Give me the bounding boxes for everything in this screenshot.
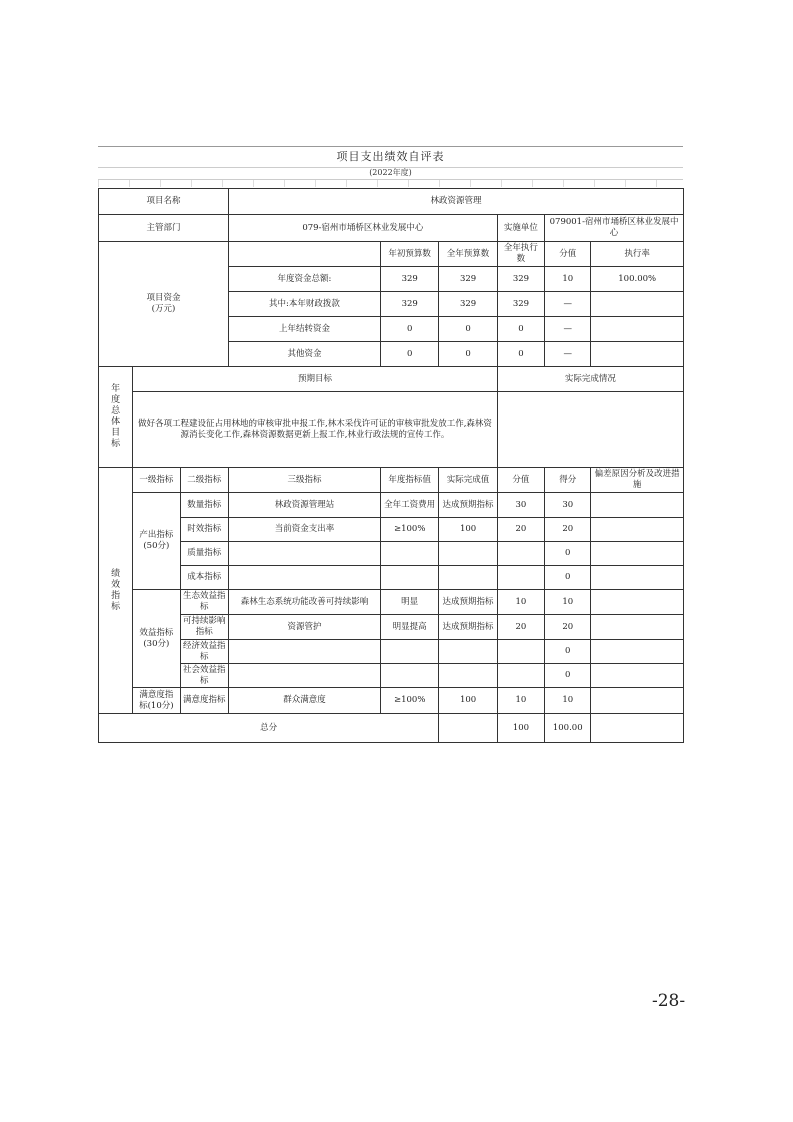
dept-label: 主管部门 bbox=[99, 215, 229, 242]
note-cell bbox=[591, 493, 684, 518]
got-cell: 20 bbox=[545, 615, 591, 640]
goals-actual-label: 实际完成情况 bbox=[497, 367, 683, 392]
indicator-header: 得分 bbox=[545, 468, 591, 493]
l2-cell: 经济效益指标 bbox=[180, 640, 228, 664]
indicator-row bbox=[99, 615, 684, 640]
l3-cell: 林政资源管理站 bbox=[228, 493, 380, 518]
project-name-label: 项目名称 bbox=[99, 189, 229, 215]
indicators-side-label: 绩 效 指 标 bbox=[99, 468, 133, 714]
group-label-benefit: 效益指标 (30分) bbox=[133, 590, 180, 688]
indicator-row bbox=[99, 566, 684, 590]
l2-cell: 时效指标 bbox=[180, 518, 228, 542]
target-cell: 明显提高 bbox=[381, 615, 439, 640]
funds-header: 执行率 bbox=[591, 242, 684, 267]
goals-actual-text bbox=[497, 392, 683, 468]
indicator-row bbox=[99, 688, 684, 714]
indicator-row bbox=[99, 542, 684, 566]
score-cell: 20 bbox=[497, 615, 544, 640]
goals-side-label: 年 度 总 体 目 标 bbox=[99, 367, 133, 468]
funds-cell: 329 bbox=[381, 267, 439, 292]
project-name-value: 林政资源管理 bbox=[228, 189, 683, 215]
page-number: -28- bbox=[652, 991, 686, 1011]
indicator-header-row bbox=[99, 468, 684, 493]
got-cell: 0 bbox=[545, 664, 591, 688]
funds-header-row bbox=[99, 242, 684, 267]
funds-cell bbox=[591, 342, 684, 367]
funds-header-blank bbox=[228, 242, 380, 267]
actual-cell bbox=[439, 542, 497, 566]
l2-cell: 可持续影响指标 bbox=[180, 615, 228, 640]
form-year: (2022年度) bbox=[98, 167, 683, 180]
actual-cell: 达成预期指标 bbox=[439, 493, 497, 518]
indicator-row bbox=[99, 590, 684, 615]
l3-cell: 森林生态系统功能改善可持续影响 bbox=[228, 590, 380, 615]
got-cell: 20 bbox=[545, 518, 591, 542]
got-cell: 10 bbox=[545, 590, 591, 615]
l3-cell bbox=[228, 566, 380, 590]
total-note bbox=[591, 714, 684, 743]
funds-cell: 0 bbox=[381, 317, 439, 342]
funds-label: 项目资金 (万元) bbox=[99, 242, 229, 367]
score-cell: 20 bbox=[497, 518, 544, 542]
goals-content-row bbox=[99, 392, 684, 468]
funds-row-label: 其中:本年财政拨款 bbox=[228, 292, 380, 317]
l2-cell: 生态效益指标 bbox=[180, 590, 228, 615]
funds-row-label: 年度资金总额: bbox=[228, 267, 380, 292]
funds-cell: 0 bbox=[381, 342, 439, 367]
l2-cell: 满意度指标 bbox=[180, 688, 228, 714]
goals-expected-label: 预期目标 bbox=[133, 367, 498, 392]
total-blank bbox=[439, 714, 497, 743]
funds-row-label: 上年结转资金 bbox=[228, 317, 380, 342]
goals-header-row bbox=[99, 367, 684, 392]
indicator-header: 一级指标 bbox=[133, 468, 180, 493]
funds-header: 分值 bbox=[545, 242, 591, 267]
funds-cell bbox=[591, 292, 684, 317]
note-cell bbox=[591, 542, 684, 566]
note-cell bbox=[591, 640, 684, 664]
total-score: 100 bbox=[497, 714, 544, 743]
funds-cell: 329 bbox=[439, 267, 497, 292]
target-cell: ≥100% bbox=[381, 688, 439, 714]
note-cell bbox=[591, 688, 684, 714]
funds-cell: 329 bbox=[497, 292, 544, 317]
funds-row-label: 其他资金 bbox=[228, 342, 380, 367]
funds-header: 年初预算数 bbox=[381, 242, 439, 267]
l3-cell bbox=[228, 640, 380, 664]
total-row bbox=[99, 714, 684, 743]
indicator-header: 三级指标 bbox=[228, 468, 380, 493]
got-cell: 0 bbox=[545, 566, 591, 590]
l2-cell: 数量指标 bbox=[180, 493, 228, 518]
l3-cell: 资源管护 bbox=[228, 615, 380, 640]
score-cell bbox=[497, 664, 544, 688]
got-cell: 10 bbox=[545, 688, 591, 714]
funds-cell: 0 bbox=[497, 342, 544, 367]
score-cell bbox=[497, 542, 544, 566]
score-cell bbox=[497, 566, 544, 590]
indicator-header: 年度指标值 bbox=[381, 468, 439, 493]
indicator-row bbox=[99, 664, 684, 688]
impl-value: 079001-宿州市埇桥区林业发展中心 bbox=[545, 215, 684, 242]
form-title: 项目支出绩效自评表 bbox=[98, 146, 683, 168]
funds-cell: 10 bbox=[545, 267, 591, 292]
l2-cell: 社会效益指标 bbox=[180, 664, 228, 688]
l2-cell: 成本指标 bbox=[180, 566, 228, 590]
target-cell bbox=[381, 664, 439, 688]
funds-cell bbox=[591, 317, 684, 342]
actual-cell: 达成预期指标 bbox=[439, 615, 497, 640]
total-got: 100.00 bbox=[545, 714, 591, 743]
indicator-header: 实际完成值 bbox=[439, 468, 497, 493]
score-cell: 10 bbox=[497, 590, 544, 615]
project-name-row bbox=[99, 189, 684, 215]
goals-expected-text: 做好各项工程建设征占用林地的审核审批申报工作,林木采伐许可证的审核审批发放工作,森林资源消长变化工作,森林资源数据更新上报工作,林业行政法规的宣传工作。 bbox=[133, 392, 498, 468]
funds-cell: 329 bbox=[439, 292, 497, 317]
target-cell bbox=[381, 542, 439, 566]
target-cell: ≥100% bbox=[381, 518, 439, 542]
score-cell: 10 bbox=[497, 688, 544, 714]
l3-cell: 群众满意度 bbox=[228, 688, 380, 714]
target-cell bbox=[381, 640, 439, 664]
funds-cell: 0 bbox=[439, 342, 497, 367]
group-label-output: 产出指标 (50分) bbox=[133, 493, 180, 590]
department-row bbox=[99, 215, 684, 242]
got-cell: 30 bbox=[545, 493, 591, 518]
score-cell bbox=[497, 640, 544, 664]
l3-cell bbox=[228, 664, 380, 688]
note-cell bbox=[591, 615, 684, 640]
actual-cell bbox=[439, 640, 497, 664]
target-cell: 明显 bbox=[381, 590, 439, 615]
funds-cell: — bbox=[545, 317, 591, 342]
actual-cell bbox=[439, 566, 497, 590]
funds-header: 全年执行数 bbox=[497, 242, 544, 267]
l3-cell: 当前资金支出率 bbox=[228, 518, 380, 542]
note-cell bbox=[591, 664, 684, 688]
funds-header: 全年预算数 bbox=[439, 242, 497, 267]
indicator-row bbox=[99, 640, 684, 664]
l3-cell bbox=[228, 542, 380, 566]
indicator-row bbox=[99, 493, 684, 518]
total-label: 总分 bbox=[99, 714, 439, 743]
actual-cell: 100 bbox=[439, 518, 497, 542]
actual-cell: 100 bbox=[439, 688, 497, 714]
actual-cell bbox=[439, 664, 497, 688]
funds-cell: — bbox=[545, 292, 591, 317]
note-cell bbox=[591, 590, 684, 615]
indicator-header: 分值 bbox=[497, 468, 544, 493]
funds-cell: 0 bbox=[497, 317, 544, 342]
funds-cell: 329 bbox=[497, 267, 544, 292]
column-ruler bbox=[98, 180, 683, 187]
funds-cell: — bbox=[545, 342, 591, 367]
funds-cell: 329 bbox=[381, 292, 439, 317]
indicator-header: 偏差原因分析及改进措施 bbox=[591, 468, 684, 493]
impl-label: 实施单位 bbox=[497, 215, 544, 242]
evaluation-table bbox=[98, 188, 684, 743]
got-cell: 0 bbox=[545, 542, 591, 566]
score-cell: 30 bbox=[497, 493, 544, 518]
note-cell bbox=[591, 566, 684, 590]
got-cell: 0 bbox=[545, 640, 591, 664]
indicator-header: 二级指标 bbox=[180, 468, 228, 493]
target-cell: 全年工资费用 bbox=[381, 493, 439, 518]
indicator-row bbox=[99, 518, 684, 542]
dept-value: 079-宿州市埇桥区林业发展中心 bbox=[228, 215, 497, 242]
funds-cell: 0 bbox=[439, 317, 497, 342]
l2-cell: 质量指标 bbox=[180, 542, 228, 566]
actual-cell: 达成预期指标 bbox=[439, 590, 497, 615]
funds-cell: 100.00% bbox=[591, 267, 684, 292]
note-cell bbox=[591, 518, 684, 542]
group-label-satisfaction: 满意度指标(10分) bbox=[133, 688, 180, 714]
target-cell bbox=[381, 566, 439, 590]
